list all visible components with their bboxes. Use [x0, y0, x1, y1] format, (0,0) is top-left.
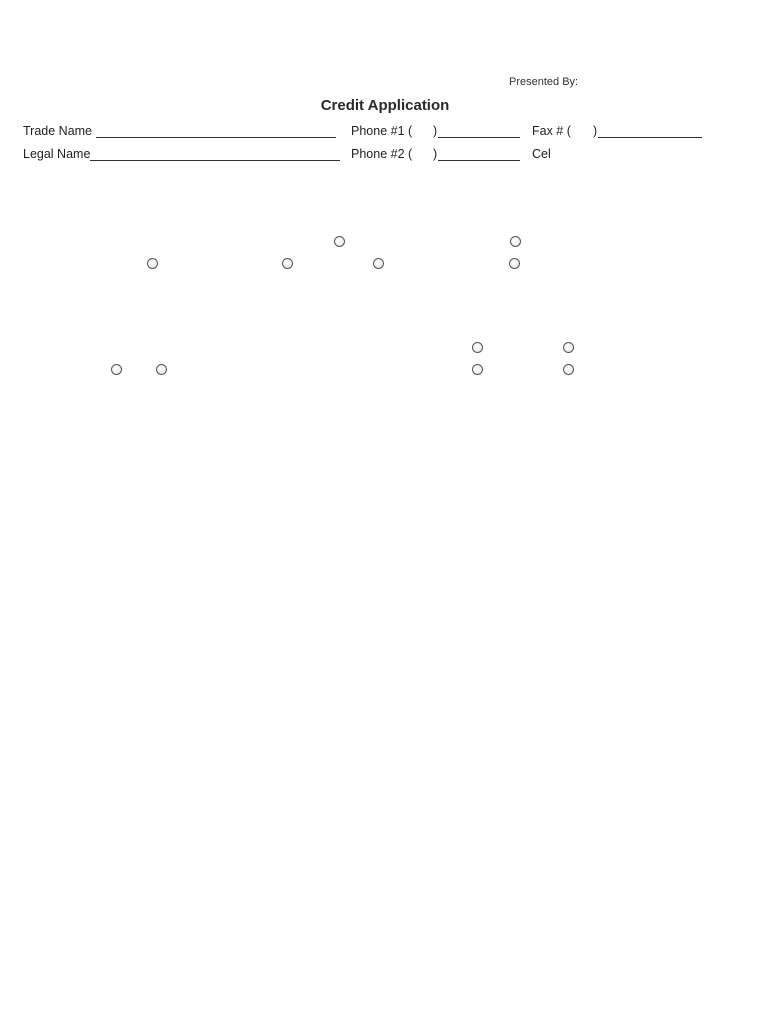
legal-name-label: Legal Name	[23, 147, 91, 161]
phone2-close-paren: )	[433, 147, 438, 161]
radio-button[interactable]	[373, 258, 384, 269]
radio-button[interactable]	[282, 258, 293, 269]
presented-by-label: Presented By:	[509, 76, 579, 88]
radio-button[interactable]	[563, 364, 574, 375]
legal-name-field[interactable]	[90, 160, 340, 161]
trade-name-field[interactable]	[96, 137, 336, 138]
fax-label: Fax # (	[532, 124, 571, 138]
trade-name-label: Trade Name	[23, 124, 93, 138]
radio-button[interactable]	[563, 342, 574, 353]
radio-button[interactable]	[111, 364, 122, 375]
radio-button[interactable]	[509, 258, 520, 269]
radio-button[interactable]	[334, 236, 345, 247]
phone1-field[interactable]	[438, 137, 520, 138]
phone1-label: Phone #1 (	[351, 124, 413, 138]
radio-button[interactable]	[472, 364, 483, 375]
radio-button[interactable]	[510, 236, 521, 247]
radio-button[interactable]	[156, 364, 167, 375]
phone2-field[interactable]	[438, 160, 520, 161]
fax-field[interactable]	[598, 137, 702, 138]
radio-button[interactable]	[147, 258, 158, 269]
radio-button[interactable]	[472, 342, 483, 353]
page-title: Credit Application	[320, 97, 450, 114]
fax-close-paren: )	[593, 124, 598, 138]
cel-label: Cel	[532, 147, 551, 161]
phone2-label: Phone #2 (	[351, 147, 413, 161]
phone1-close-paren: )	[433, 124, 438, 138]
